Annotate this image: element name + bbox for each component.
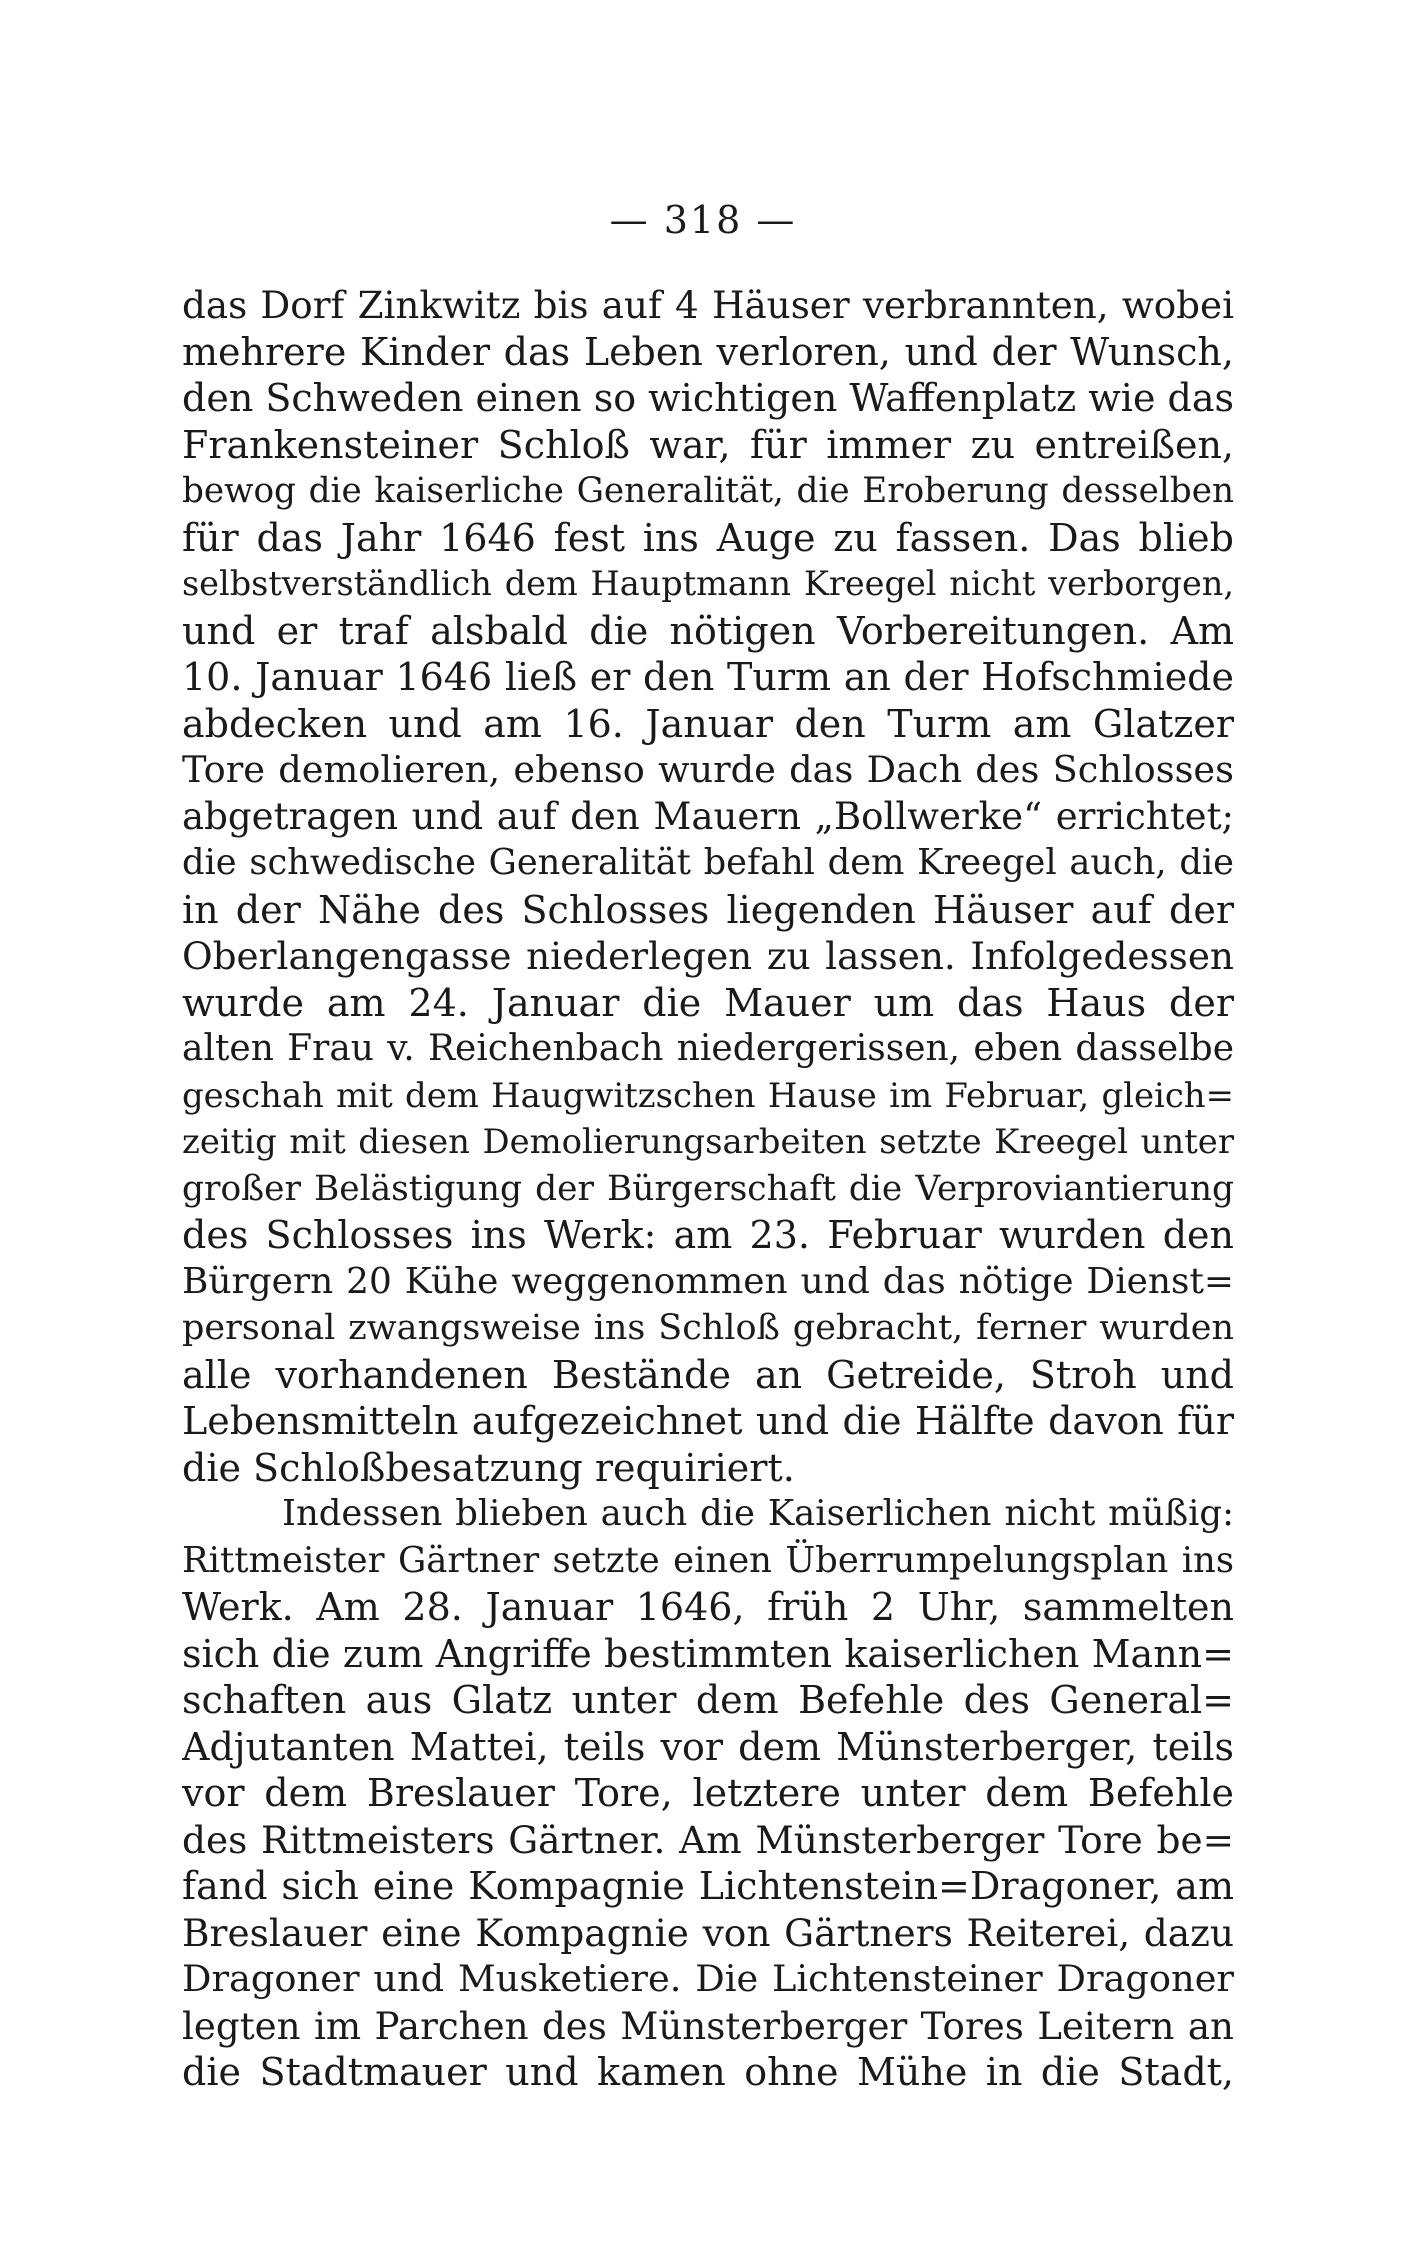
text-line: großer Belästigung der Bürgerschaft die Verproviantierung <box>182 1168 1234 1209</box>
text-line: Rittmeister Gärtner setzte einen Überrumpelungsplan ins <box>182 1539 1234 1581</box>
text-line: alle vorhandenen Bestände an Getreide, Stroh und <box>182 1352 1234 1397</box>
text-line: Oberlangengasse niederlegen zu lassen. Infolgedessen <box>182 934 1234 978</box>
text-line: Indessen blieben auch die Kaiserlichen nicht müßig: <box>282 1493 1234 1534</box>
text-line: Tore demolieren, ebenso wurde das Dach des Schlosses <box>182 748 1234 791</box>
text-line: und er traf alsbald die nötigen Vorbereitungen. Am <box>182 608 1234 653</box>
text-line: bewog die kaiserliche Generalität, die Eroberung desselben <box>182 471 1234 511</box>
page-number: — 318 — <box>609 198 797 242</box>
text-line: des Schlosses ins Werk: am 23. Februar wurden den <box>182 1213 1234 1257</box>
text-line: wurde am 24. Januar die Mauer um das Haus der <box>182 980 1234 1025</box>
text-line: die schwedische Generalität befahl dem Kreegel auch, die <box>182 842 1234 883</box>
text-line: das Dorf Zinkwitz bis auf 4 Häuser verbrannten, wobei <box>182 283 1234 327</box>
text-line: Bürgern 20 Kühe weggenommen und das nötige Dienst= <box>182 1260 1234 1302</box>
text-line: Adjutanten Mattei, teils vor dem Münsterberger, teils <box>182 1724 1234 1769</box>
paragraph-1 <box>182 282 1234 1491</box>
text-line: die Stadtmauer und kamen ohne Mühe in die Stadt, <box>182 2050 1234 2094</box>
text-line: 10. Januar 1646 ließ er den Turm an der Hofschmiede <box>182 655 1234 699</box>
text-line: des Rittmeisters Gärtner. Am Münsterberger Tore be= <box>182 1817 1234 1862</box>
text-line: personal zwangsweise ins Schloß gebracht, ferner wurden <box>182 1308 1234 1348</box>
text-line: Breslauer eine Kompagnie von Gärtners Reiterei, dazu <box>182 1910 1234 1955</box>
text-line: vor dem Breslauer Tore, letztere unter dem Befehle <box>182 1771 1234 1815</box>
text-line: Werk. Am 28. Januar 1646, früh 2 Uhr, sammelten <box>182 1585 1234 1629</box>
text-line: legten im Parchen des Münsterberger Tores Leitern an <box>182 2003 1234 2048</box>
text-line: abdecken und am 16. Januar den Turm am Glatzer <box>182 701 1234 746</box>
text-line: geschah mit dem Haugwitzschen Hause im Februar, gleich= <box>182 1075 1234 1115</box>
text-line: alten Frau v. Reichenbach niedergerissen, eben dasselbe <box>182 1028 1234 1069</box>
text-line: sich die zum Angriffe bestimmten kaiserlichen Mann= <box>182 1631 1234 1676</box>
text-line: Dragoner und Musketiere. Die Lichtensteiner Dragoner <box>182 1957 1234 2000</box>
text-line: in der Nähe des Schlosses liegenden Häuser auf der <box>182 887 1234 932</box>
text-line: den Schweden einen so wichtigen Waffenplatz wie das <box>182 376 1234 420</box>
text-line: Frankensteiner Schloß war, für immer zu entreißen, <box>182 422 1234 467</box>
text-line: die Schloßbesatzung requiriert. <box>182 1445 795 1490</box>
text-line: selbstverständlich dem Hauptmann Kreegel nicht verborgen, <box>182 564 1234 603</box>
text-line: mehrere Kinder das Leben verloren, und der Wunsch, <box>182 329 1234 374</box>
text-line: Lebensmitteln aufgezeichnet und die Hälfte davon für <box>182 1399 1234 1443</box>
text-line: für das Jahr 1646 fest ins Auge zu fassen. Das blieb <box>182 515 1234 560</box>
text-line: abgetragen und auf den Mauern „Bollwerke“ errichtet; <box>182 794 1234 838</box>
text-line: fand sich eine Kompagnie Lichtenstein=Dragoner, am <box>182 1864 1234 1908</box>
body-text <box>182 282 1234 2096</box>
text-line: schaften aus Glatz unter dem Befehle des General= <box>182 1678 1234 1722</box>
paragraph-2 <box>182 1491 1234 2096</box>
text-line: zeitig mit diesen Demolierungsarbeiten setzte Kreegel unter <box>182 1122 1234 1161</box>
